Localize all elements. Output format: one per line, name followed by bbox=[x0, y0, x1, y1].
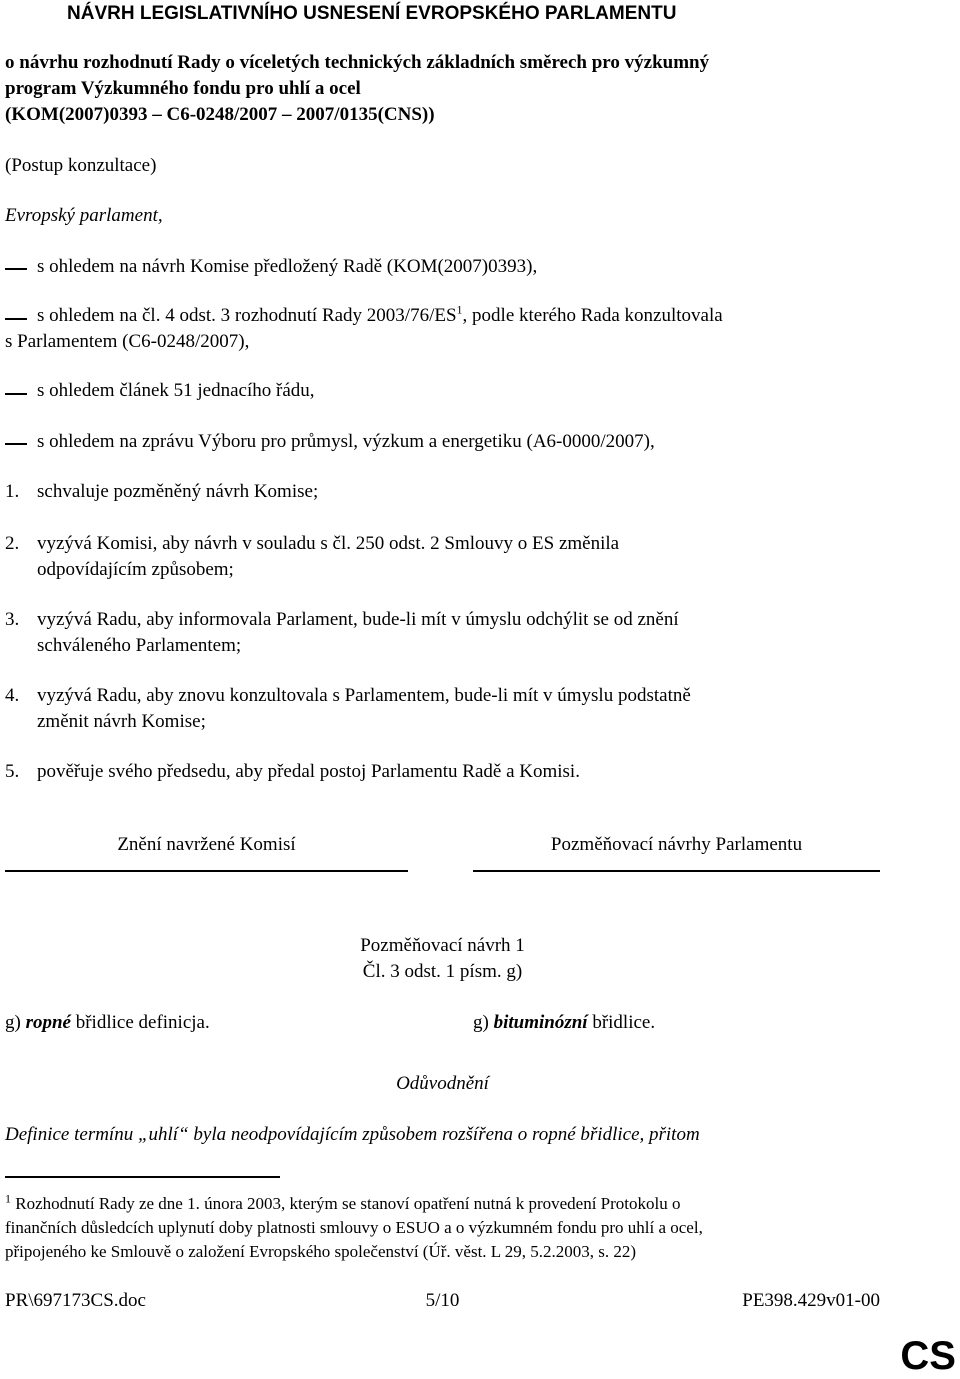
column-header-parliament: Pozměňovací návrhy Parlamentu bbox=[550, 834, 803, 855]
footnote-line-2: finančních důsledcích uplynutí doby platnosti smlouvy o ESUO a o výzkumném fondu pro uhlí a ocel, bbox=[5, 1218, 703, 1237]
amendment-title: Pozměňovací návrh 1 bbox=[360, 935, 525, 956]
point-3-line-2: schváleného Parlamentem; bbox=[37, 635, 242, 656]
point-3-number: 3. bbox=[5, 609, 20, 630]
citation-4: s ohledem na zprávu Výboru pro průmysl, výzkum a energetiku (A6-0000/2007), bbox=[37, 431, 655, 452]
parliament-text bbox=[473, 1012, 655, 1034]
point-4-number: 4. bbox=[5, 685, 20, 706]
citation-2-text-b: , podle kterého Rada konzultovala bbox=[462, 305, 723, 326]
justification-heading: Odůvodnění bbox=[396, 1073, 489, 1094]
footnote-line-1-text: Rozhodnutí Rady ze dne 1. února 2003, kterým se stanoví opatření nutná k provedení Protokolu o bbox=[11, 1194, 681, 1213]
language-code: CS bbox=[900, 1334, 956, 1378]
parliament-text-prefix: g) bbox=[473, 1012, 494, 1033]
point-2-line-2: odpovídajícím způsobem; bbox=[37, 559, 234, 580]
point-4-line-2: změnit návrh Komise; bbox=[37, 711, 206, 732]
citation-dash bbox=[5, 443, 27, 445]
column-rule-left bbox=[5, 870, 408, 872]
footer-reference: PE398.429v01-00 bbox=[742, 1290, 880, 1311]
subtitle-line-1: o návrhu rozhodnutí Rady o víceletých technických základních směrech pro výzkumný bbox=[5, 52, 710, 73]
footnote-line-3: připojeného ke Smlouvě o založení Evropského společenství (Úř. věst. L 29, 5.2.2003, s. 22) bbox=[5, 1242, 637, 1261]
footnote-separator bbox=[5, 1176, 280, 1178]
citation-dash bbox=[5, 393, 27, 395]
commission-text-emphasis: ropné bbox=[25, 1012, 71, 1033]
citation-2-line-1 bbox=[37, 302, 723, 327]
procedure-label: (Postup konzultace) bbox=[5, 155, 157, 176]
point-2-number: 2. bbox=[5, 533, 20, 554]
point-5-text: pověřuje svého předsedu, aby předal postoj Parlamentu Radě a Komisi. bbox=[37, 761, 580, 782]
citation-2-line-2: s Parlamentem (C6-0248/2007), bbox=[5, 331, 250, 352]
point-5-number: 5. bbox=[5, 761, 20, 782]
point-3-line-1: vyzývá Radu, aby informovala Parlament, bude-li mít v úmyslu odchýlit se od znění bbox=[37, 609, 679, 630]
point-2-line-1: vyzývá Komisi, aby návrh v souladu s čl. 250 odst. 2 Smlouvy o ES změnila bbox=[37, 533, 620, 554]
footer-document-name: PR\697173CS.doc bbox=[5, 1290, 146, 1311]
footer-page-number: 5/10 bbox=[425, 1290, 460, 1311]
amendment-reference: Čl. 3 odst. 1 písm. g) bbox=[362, 961, 523, 982]
citation-3: s ohledem článek 51 jednacího řádu, bbox=[37, 380, 315, 401]
point-1-text: schvaluje pozměněný návrh Komise; bbox=[37, 481, 319, 502]
parliament-text-emphasis: bituminózní bbox=[493, 1012, 588, 1033]
commission-text-suffix: břidlice definicja. bbox=[70, 1012, 210, 1033]
point-1-number: 1. bbox=[5, 481, 20, 502]
footnote-ref[interactable]: 1 bbox=[456, 302, 463, 317]
citation-2-text-a: s ohledem na čl. 4 odst. 3 rozhodnutí Rady 2003/76/ES bbox=[37, 305, 457, 326]
subtitle-line-3: (KOM(2007)0393 – C6-0248/2007 – 2007/0135(CNS)) bbox=[5, 104, 435, 125]
commission-text bbox=[5, 1012, 210, 1034]
column-rule-right bbox=[473, 870, 880, 872]
footnote-marker: 1 bbox=[5, 1191, 11, 1206]
subtitle-line-2: program Výzkumného fondu pro uhlí a ocel bbox=[5, 78, 361, 99]
document-title: NÁVRH LEGISLATIVNÍHO USNESENÍ EVROPSKÉHO PARLAMENTU bbox=[67, 3, 677, 24]
column-header-commission: Znění navržené Komisí bbox=[117, 834, 296, 855]
justification-text: Definice termínu „uhlí“ byla neodpovídajícím způsobem rozšířena o ropné břidlice, přitom bbox=[5, 1124, 700, 1145]
citation-1: s ohledem na návrh Komise předložený Radě (KOM(2007)0393), bbox=[37, 256, 538, 277]
parliament-label: Evropský parlament, bbox=[5, 205, 163, 226]
citation-dash bbox=[5, 318, 27, 320]
citation-dash bbox=[5, 268, 27, 270]
point-4-line-1: vyzývá Radu, aby znovu konzultovala s Parlamentem, bude-li mít v úmyslu podstatně bbox=[37, 685, 691, 706]
footnote-line-1 bbox=[5, 1193, 680, 1215]
parliament-text-suffix: břidlice. bbox=[587, 1012, 656, 1033]
commission-text-prefix: g) bbox=[5, 1012, 26, 1033]
